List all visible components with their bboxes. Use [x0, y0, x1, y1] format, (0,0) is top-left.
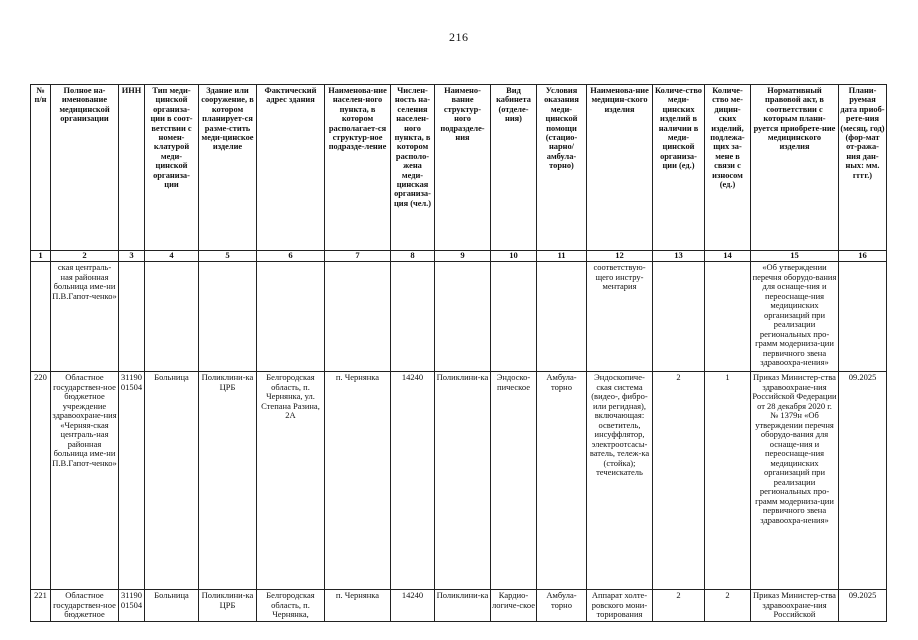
column-number: 12 — [587, 251, 653, 262]
header-cell: Наименова-ние медицин-ского изделия — [587, 85, 653, 251]
inn-cell — [119, 262, 145, 372]
building-cell: Поликлини-ка ЦРБ — [199, 372, 257, 590]
header-cell: ИНН — [119, 85, 145, 251]
legal-act-cell: Приказ Министер-ства здравоохране-ния Российской — [751, 590, 839, 622]
table-row — [31, 590, 887, 622]
column-number: 5 — [199, 251, 257, 262]
row-number — [31, 262, 51, 372]
column-number: 9 — [435, 251, 491, 262]
locality-cell: п. Чернянка — [325, 372, 391, 590]
cabinet-cell: Эндоско-пическое — [491, 372, 537, 590]
population-cell: 14240 — [391, 372, 435, 590]
header-cell: Количе-ство меди-цинских изделий в наличии в меди-цинской организа-ции (ед.) — [653, 85, 705, 251]
header-cell: Вид кабинета (отделе-ния) — [491, 85, 537, 251]
row-number: 221 — [31, 590, 51, 622]
org-type-cell — [145, 262, 199, 372]
building-cell — [199, 262, 257, 372]
address-cell — [257, 262, 325, 372]
header-cell: Здание или сооружение, в котором планирует-ся разме-стить меди-цинское изделие — [199, 85, 257, 251]
header-cell: Числен-ность на-селения населен-ного пункта, в котором располо-жена меди-цинская организа-ция (чел.) — [391, 85, 435, 251]
page-number: 216 — [449, 30, 469, 44]
building-cell: Поликлини-ка ЦРБ — [199, 590, 257, 622]
column-number: 2 — [51, 251, 119, 262]
equipment-table — [30, 84, 887, 622]
qty-replace-cell: 1 — [705, 372, 751, 590]
row-number: 220 — [31, 372, 51, 590]
inn-cell: 31190 01504 — [119, 590, 145, 622]
legal-act-cell: Приказ Министер-ства здравоохране-ния Российской Федерации от 28 декабря 2020 г. № 1379н «Об утверждении перечня оборудо-вания для оснаще-ния и переоснаще-ния медицинских организаций при реализации региональных про-грамм модерниза-ции первичного звена здравоохра-нения» — [751, 372, 839, 590]
subdivision-cell — [435, 262, 491, 372]
inn-cell: 31190 01504 — [119, 372, 145, 590]
column-number: 6 — [257, 251, 325, 262]
device-cell: Эндоскопиче-ская система (видео-, фибро-или регидная), включающая: осветитель, инсуффлятор, электроотсасы-ватель, тележ-ка (стойка); течеискатель — [587, 372, 653, 590]
header-cell: Наимено-вание структур-ного подразделе-ния — [435, 85, 491, 251]
purchase-date-cell — [839, 262, 887, 372]
qty-available-cell — [653, 262, 705, 372]
conditions-cell — [537, 262, 587, 372]
column-number: 8 — [391, 251, 435, 262]
population-cell — [391, 262, 435, 372]
qty-available-cell: 2 — [653, 372, 705, 590]
device-cell: соответствую-щего инстру-ментария — [587, 262, 653, 372]
header-cell: Количе-ство ме-дицин-ских изделий, подлежа-щих за-мене в связи с износом (ед.) — [705, 85, 751, 251]
header-cell: № п/н — [31, 85, 51, 251]
legal-act-cell: «Об утверждении перечня оборудо-вания для оснаще-ния и переоснаще-ния медицинских организаций при реализации региональных про-грамм модерниза-ции первичного звена здравоохра-нения» — [751, 262, 839, 372]
column-number: 3 — [119, 251, 145, 262]
purchase-date-cell: 09.2025 — [839, 590, 887, 622]
conditions-cell: Амбула-торно — [537, 590, 587, 622]
column-number: 4 — [145, 251, 199, 262]
header-cell: Нормативный правовой акт, в соответствии с которым плани-руется приобрете-ние медицинского изделия — [751, 85, 839, 251]
column-number: 7 — [325, 251, 391, 262]
header-cell: Условия оказания меди-цинской помощи (стацио-нарно/ амбула-торно) — [537, 85, 587, 251]
qty-available-cell: 2 — [653, 590, 705, 622]
header-cell: Тип меди-цинской организа-ции в соот-ветствии с номен-клатурой меди-цинской организа-ции — [145, 85, 199, 251]
org-type-cell: Больница — [145, 372, 199, 590]
header-cell: Плани-руемая дата приоб-рете-ния (месяц, год) (фор-мат от-ража-ния дан-ных: мм. гггг.) — [839, 85, 887, 251]
subdivision-cell: Поликлини-ка — [435, 590, 491, 622]
column-number: 10 — [491, 251, 537, 262]
header-cell: Фактический адрес здания — [257, 85, 325, 251]
column-number: 1 — [31, 251, 51, 262]
header-row — [31, 85, 887, 251]
org-type-cell: Больница — [145, 590, 199, 622]
subdivision-cell: Поликлини-ка — [435, 372, 491, 590]
table-row — [31, 262, 887, 372]
address-cell: Белгородская область, п. Чернянка, — [257, 590, 325, 622]
org-name-cell: ская централь-ная районная больница име-ни П.В.Гапот-ченко» — [51, 262, 119, 372]
column-number: 15 — [751, 251, 839, 262]
cabinet-cell — [491, 262, 537, 372]
qty-replace-cell — [705, 262, 751, 372]
header-cell: Полное на-именование медицинской организации — [51, 85, 119, 251]
qty-replace-cell: 2 — [705, 590, 751, 622]
header-cell: Наименова-ние населен-ного пункта, в котором располагает-ся структур-ное подразде-ление — [325, 85, 391, 251]
column-number-row — [31, 251, 887, 262]
column-number: 11 — [537, 251, 587, 262]
locality-cell — [325, 262, 391, 372]
locality-cell: п. Чернянка — [325, 590, 391, 622]
column-number: 14 — [705, 251, 751, 262]
population-cell: 14240 — [391, 590, 435, 622]
conditions-cell: Амбула-торно — [537, 372, 587, 590]
org-name-cell: Областное государствен-ное бюджетное учреждение здравоохране-ния «Черняя-ская централь-ная районная больница име-ни П.В.Гапот-ченко» — [51, 372, 119, 590]
address-cell: Белгородская область, п. Чернянка, ул. Степана Разина, 2А — [257, 372, 325, 590]
device-cell: Аппарат холте-ровского мони-торирования — [587, 590, 653, 622]
org-name-cell: Областное государствен-ное бюджетное — [51, 590, 119, 622]
cabinet-cell: Кардио-логиче-ское — [491, 590, 537, 622]
column-number: 16 — [839, 251, 887, 262]
purchase-date-cell: 09.2025 — [839, 372, 887, 590]
column-number: 13 — [653, 251, 705, 262]
table-row — [31, 372, 887, 590]
